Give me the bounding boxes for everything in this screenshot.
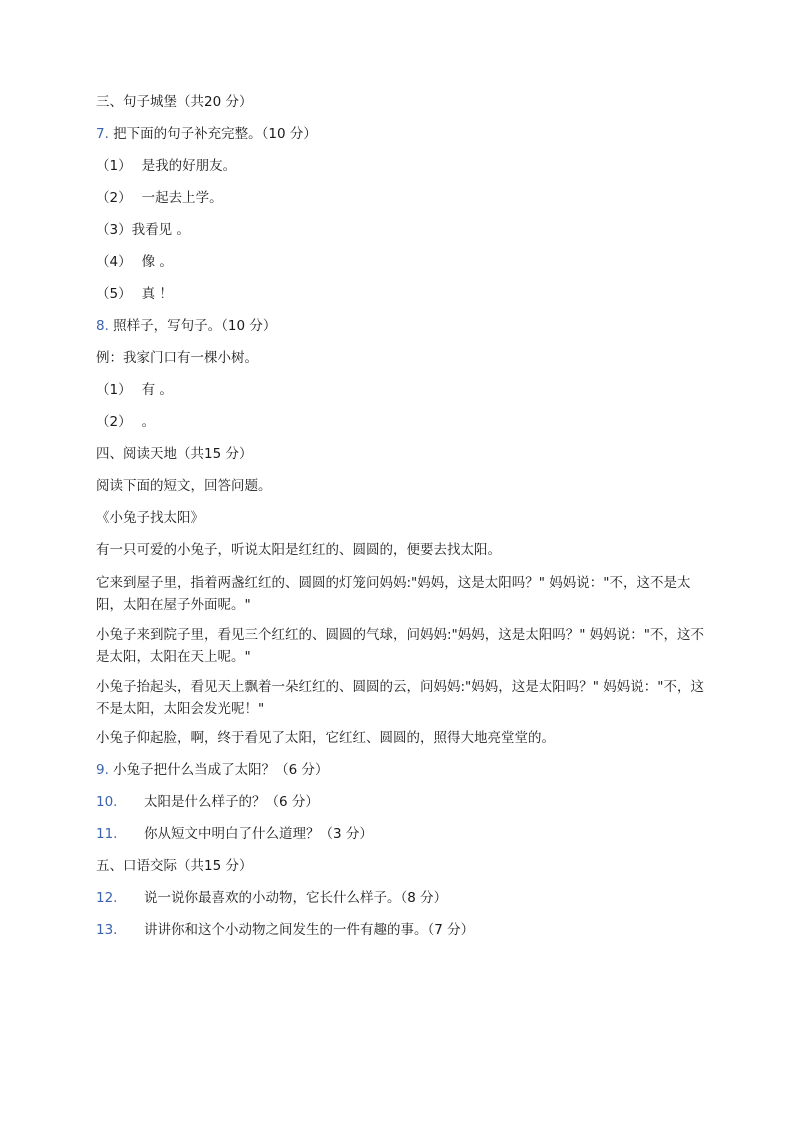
question-12 <box>96 888 716 920</box>
item-label: （4） <box>96 254 132 270</box>
q7-item-5 <box>96 284 716 316</box>
question-text: 照样子，写句子。（10 分） <box>108 318 277 334</box>
item-text: 一起去上学。 <box>141 190 223 206</box>
item-text: 我看见 。 <box>131 222 190 238</box>
question-text: 说一说你最喜欢的小动物，它长什么样子。（8 分） <box>144 890 448 906</box>
section-5-title: 五、口语交际（共15 分） <box>96 858 253 874</box>
story-paragraph: 小兔子抬起头，看见天上飘着一朵红红的、圆圆的云，问妈妈:"妈妈，这是太阳吗？" 妈妈说："不，这不是太阳，太阳会发光呢！" <box>96 679 704 717</box>
question-number: 7. <box>96 126 109 142</box>
item-label: （2） <box>96 190 132 206</box>
question-text: 小兔子把什么当成了太阳？（6 分） <box>108 762 329 778</box>
question-number: 11. <box>96 826 118 842</box>
question-8 <box>96 316 716 348</box>
question-7 <box>96 124 716 156</box>
question-9 <box>96 760 716 792</box>
item-text: 像 。 <box>141 254 173 270</box>
question-text: 把下面的句子补充完整。（10 分） <box>108 126 317 142</box>
reading-instruction: 阅读下面的短文，回答问题。 <box>96 478 272 494</box>
story-paragraph: 小兔子仰起脸，啊，终于看见了太阳，它红红、圆圆的，照得大地亮堂堂的。 <box>96 730 555 746</box>
item-text: 。 <box>141 414 156 430</box>
question-number: 12. <box>96 890 118 906</box>
question-text: 你从短文中明白了什么道理？（3 分） <box>144 826 373 842</box>
q7-item-1 <box>96 156 716 188</box>
item-label: （1） <box>96 382 132 398</box>
question-number: 10. <box>96 794 118 810</box>
item-text: 有 。 <box>141 382 173 398</box>
question-text: 太阳是什么样子的？（6 分） <box>144 794 319 810</box>
story-paragraph: 小兔子来到院子里，看见三个红红的、圆圆的气球，问妈妈:"妈妈，这是太阳吗？" 妈妈说："不，这不是太阳，太阳在天上呢。" <box>96 627 704 665</box>
question-text: 讲讲你和这个小动物之间发生的一件有趣的事。（7 分） <box>144 922 475 938</box>
exam-page <box>96 92 716 952</box>
story-title: 《小兔子找太阳》 <box>96 510 204 526</box>
section-3-title: 三、句子城堡（共20 分） <box>96 94 253 110</box>
q8-item-2 <box>96 412 716 444</box>
question-11 <box>96 824 716 856</box>
q7-item-4 <box>96 252 716 284</box>
question-number: 8. <box>96 318 109 334</box>
item-label: （2） <box>96 414 132 430</box>
question-10 <box>96 792 716 824</box>
story-paragraph: 有一只可爱的小兔子，听说太阳是红红的、圆圆的，便要去找太阳。 <box>96 542 501 558</box>
question-13 <box>96 920 716 952</box>
q7-item-2 <box>96 188 716 220</box>
question-number: 13. <box>96 922 118 938</box>
question-number: 9. <box>96 762 109 778</box>
q8-item-1 <box>96 380 716 412</box>
item-label: （3） <box>96 222 132 238</box>
item-label: （1） <box>96 158 132 174</box>
item-label: （5） <box>96 286 132 302</box>
section-4-title: 四、阅读天地（共15 分） <box>96 446 253 462</box>
item-text: 是我的好朋友。 <box>141 158 237 174</box>
q7-item-3 <box>96 220 716 252</box>
example-sentence: 例：我家门口有一棵小树。 <box>96 350 258 366</box>
item-text: 真 ！ <box>141 286 173 302</box>
story-paragraph: 它来到屋子里，指着两盏红红的、圆圆的灯笼问妈妈:"妈妈，这是太阳吗？" 妈妈说："不，这不是太阳，太阳在屋子外面呢。" <box>96 575 691 613</box>
